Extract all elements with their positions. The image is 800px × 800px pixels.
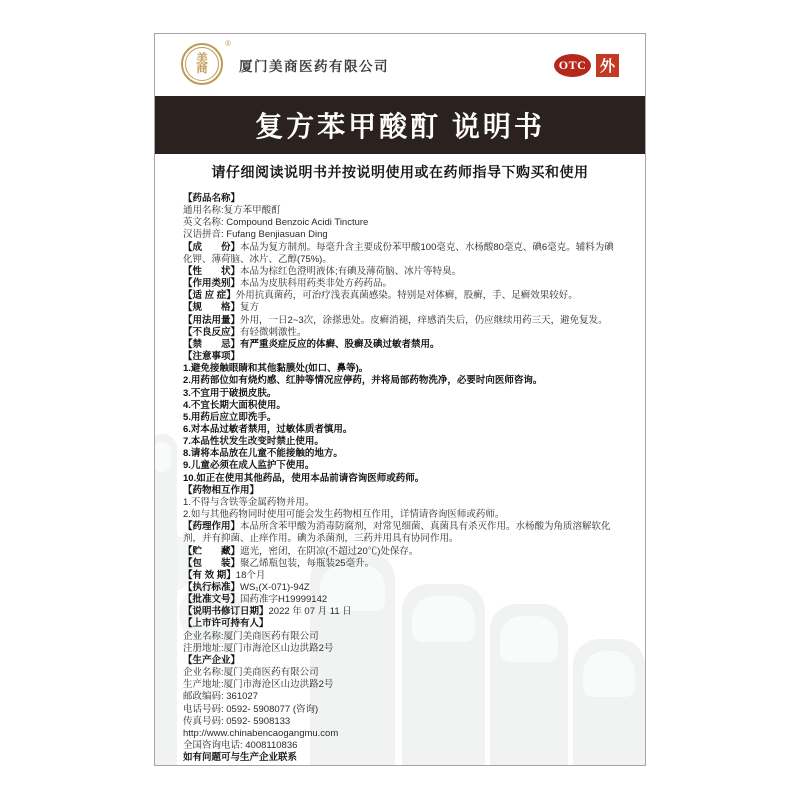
section-text: 注册地址:厦门市海沧区山边洪路2号 xyxy=(183,642,334,654)
leaflet-line xyxy=(183,302,617,314)
leaflet-line xyxy=(183,679,617,691)
section-text: 复方 xyxy=(240,302,260,314)
section-text: 本品为复方制剂。每毫升含主要成份苯甲酸100毫克、水杨酸80毫克、碘6毫克。辅料为碘化钾、薄荷脑、冰片、乙醇(75%)。 xyxy=(183,241,614,265)
leaflet-line xyxy=(183,704,617,716)
section-text: 5.用药后应立即洗手。 xyxy=(183,411,277,423)
section-text: 2.如与其他药物同时使用可能会发生药物相互作用，详情请咨询医师或药师。 xyxy=(183,509,505,521)
leaflet-sheet xyxy=(154,33,646,766)
section-text: 1.不得与含铁等金属药物并用。 xyxy=(183,496,315,508)
leaflet-line xyxy=(183,460,617,472)
section-label: 【用法用量】 xyxy=(183,314,241,326)
leaflet-line xyxy=(183,375,617,387)
registered-trademark-icon: ® xyxy=(225,39,231,48)
section-label: 【药物相互作用】 xyxy=(183,484,260,496)
leaflet-line xyxy=(183,290,617,302)
section-label: 【规 格】 xyxy=(183,302,241,314)
leaflet-line xyxy=(183,217,617,229)
section-text: 3.不宜用于破损皮肤。 xyxy=(183,387,277,399)
company-seal-icon xyxy=(181,43,223,85)
leaflet-line xyxy=(183,485,617,497)
leaflet-line xyxy=(183,327,617,339)
section-text: http://www.chinabencaogangmu.com xyxy=(183,727,339,739)
leaflet-line xyxy=(183,631,617,643)
section-text: 国药准字H19999142 xyxy=(240,594,328,606)
section-text: 2022 年 07 月 11 日 xyxy=(268,606,352,618)
section-text: 7.本品性状发生改变时禁止使用。 xyxy=(183,436,324,448)
leaflet-line xyxy=(183,655,617,667)
section-label: 【包 装】 xyxy=(183,557,241,569)
section-text: 生产地址:厦门市海沧区山边洪路2号 xyxy=(183,679,334,691)
section-text: 如有问题可与生产企业联系 xyxy=(183,752,298,764)
leaflet-line xyxy=(183,266,617,278)
leaflet-line xyxy=(183,363,617,375)
title-band xyxy=(155,96,645,154)
section-text: 6.对本品过敏者禁用，过敏体质者慎用。 xyxy=(183,423,353,435)
leaflet-title: 复方苯甲酸酊 说明书 xyxy=(255,111,545,142)
section-text: 外用抗真菌药，可治疗浅表真菌感染。特别是对体癣，股癣，手、足癣效果较好。 xyxy=(235,290,578,302)
leaflet-line xyxy=(183,667,617,679)
otc-badge: OTC xyxy=(554,54,591,77)
leaflet-line xyxy=(183,497,617,509)
leaflet-line xyxy=(183,716,617,728)
leaflet-line xyxy=(183,424,617,436)
section-label: 【贮 藏】 xyxy=(183,545,241,557)
section-label: 【药理作用】 xyxy=(183,521,241,533)
leaflet-line xyxy=(183,728,617,740)
leaflet-line xyxy=(183,351,617,363)
section-text: 4.不宜长期大面积使用。 xyxy=(183,399,286,411)
section-label: 【性 状】 xyxy=(183,265,241,277)
section-text: 8.请将本品放在儿童不能接触的地方。 xyxy=(183,448,343,460)
section-text: 外用，一日2~3次，涂搽患处。皮癣消褪，痒感消失后，仍应继续用药三天，避免复发。 xyxy=(240,314,608,326)
leaflet-line xyxy=(183,570,617,582)
leaflet-line xyxy=(183,643,617,655)
leaflet-line xyxy=(183,339,617,351)
section-label: 【注意事项】 xyxy=(183,351,241,363)
section-label: 【药品名称】 xyxy=(183,193,241,204)
usage-notice: 请仔细阅读说明书并按说明使用或在药师指导下购买和使用 xyxy=(211,164,589,180)
leaflet-line xyxy=(183,521,617,545)
section-label: 【上市许可持有人】 xyxy=(183,618,269,630)
leaflet-line xyxy=(183,606,617,618)
company-logo xyxy=(181,41,229,89)
leaflet-line xyxy=(183,546,617,558)
section-label: 【禁 忌】 xyxy=(183,338,241,350)
leaflet-line xyxy=(183,558,617,570)
leaflet-line xyxy=(183,752,617,764)
company-name: 厦门美商医药有限公司 xyxy=(239,59,389,74)
leaflet-line xyxy=(183,193,617,205)
leaflet-line xyxy=(183,509,617,521)
section-text: 有严重炎症反应的体癣、股癣及碘过敏者禁用。 xyxy=(240,338,440,350)
section-text: 企业名称:厦门美商医药有限公司 xyxy=(183,667,319,679)
badge-group xyxy=(554,54,619,77)
section-text: 9.儿童必须在成人监护下使用。 xyxy=(183,460,315,472)
section-text: 2.用药部位如有烧灼感、红肿等情况应停药，并将局部药物洗净，必要时向医师咨询。 xyxy=(183,375,543,387)
section-text: 传真号码: 0592- 5908133 xyxy=(183,715,291,727)
leaflet-line xyxy=(183,205,617,217)
section-text: 全国咨询电话: 4008110836 xyxy=(183,740,298,752)
section-text: 遮光，密闭，在阴凉(不超过20℃)处保存。 xyxy=(240,545,419,557)
leaflet-line xyxy=(183,594,617,606)
leaflet-line xyxy=(183,242,617,266)
leaflet-header xyxy=(155,34,645,96)
section-text: 10.如正在使用其他药品，使用本品前请咨询医师或药师。 xyxy=(183,472,425,484)
section-text: 企业名称:厦门美商医药有限公司 xyxy=(183,630,319,642)
leaflet-line xyxy=(183,740,617,752)
section-label: 【生产企业】 xyxy=(183,654,241,666)
section-text: 本品为皮肤科用药类非处方药药品。 xyxy=(240,278,393,290)
section-label: 【成 份】 xyxy=(183,241,241,253)
section-text: 英文名称: Compound Benzoic Acidi Tincture xyxy=(183,217,369,229)
leaflet-line xyxy=(183,618,617,630)
section-text: 本品为棕红色澄明液体;有碘及薄荷脑、冰片等特臭。 xyxy=(240,265,462,277)
section-text: 本品所含苯甲酸为消毒防腐剂，对常见细菌、真菌具有杀灭作用。水杨酸为角质溶解软化剂，并有抑菌、止痒作用。碘为杀菌剂，三药并用具有协同作用。 xyxy=(183,521,611,545)
section-text: 聚乙烯瓶包装，每瓶装25毫升。 xyxy=(240,557,375,569)
leaflet-line xyxy=(183,315,617,327)
leaflet-body xyxy=(155,182,645,764)
section-text: 1.避免接触眼睛和其他黏膜处(如口、鼻等)。 xyxy=(183,363,369,375)
section-text: WS₁(X-071)-94Z xyxy=(240,582,310,593)
leaflet-line xyxy=(183,473,617,485)
section-label: 【适 应 症】 xyxy=(183,290,236,302)
section-label: 【批准文号】 xyxy=(183,594,241,606)
external-use-badge: 外 xyxy=(596,54,619,77)
leaflet-line xyxy=(183,582,617,594)
section-text: 通用名称:复方苯甲酸酊 xyxy=(183,205,281,217)
leaflet-line xyxy=(183,691,617,703)
leaflet-line xyxy=(183,400,617,412)
section-text: 汉语拼音: Fufang Benjiasuan Ding xyxy=(183,229,328,241)
section-text: 电话号码: 0592- 5908077 (咨询) xyxy=(183,703,319,715)
section-label: 【执行标准】 xyxy=(183,582,241,593)
leaflet-line xyxy=(183,278,617,290)
leaflet-line xyxy=(183,412,617,424)
section-label: 【有 效 期】 xyxy=(183,569,236,581)
seal-characters: 美商 xyxy=(196,52,208,75)
seal-inner-ring xyxy=(185,47,219,81)
section-label: 【说明书修订日期】 xyxy=(183,606,269,618)
section-label: 【作用类别】 xyxy=(183,278,241,290)
leaflet-line xyxy=(183,448,617,460)
leaflet-line xyxy=(183,388,617,400)
section-text: 邮政编码: 361027 xyxy=(183,691,258,703)
leaflet-line xyxy=(183,436,617,448)
leaflet-line xyxy=(183,229,617,241)
section-label: 【不良反应】 xyxy=(183,326,241,338)
section-text: 有轻微刺激性。 xyxy=(240,326,307,338)
section-text: 18个月 xyxy=(235,569,266,581)
